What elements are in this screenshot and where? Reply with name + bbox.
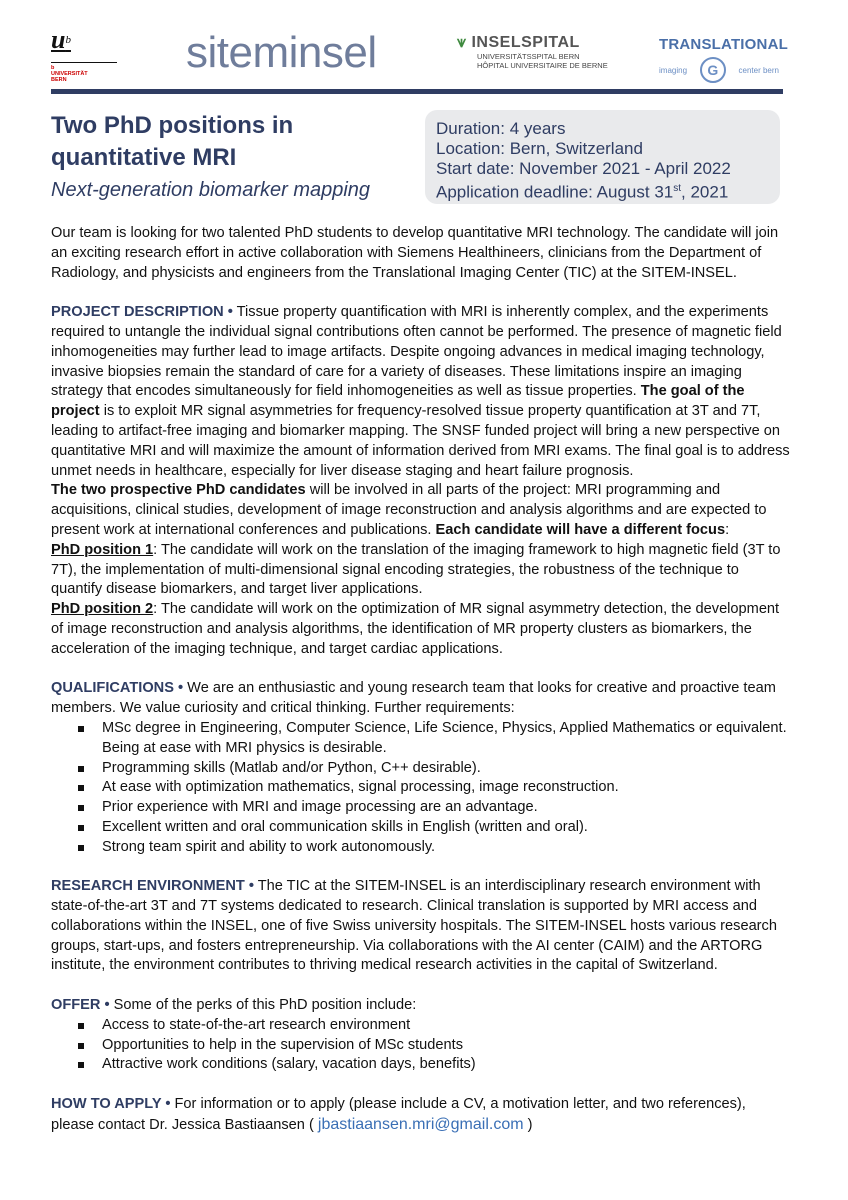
tic-g-icon: G [700,57,726,83]
research-environment: RESEARCH ENVIRONMENT • The TIC at the SITEM-INSEL is an interdisciplinary research environment with state-of-the-art 3T and 7T systems dedicated to research. Clinical translation is supported by MRI access and collaborations within the INSEL, one of five Swiss university hospitals. The SITEM-INSEL hosts various research groups, start-ups, and fosters entrepreneurship. Via collaborations with the AI center (CAIM) and the ARTORG institute, the environment contributes to thriving medical research activities in the capital of Switzerland. [51,878,777,974]
project-description: PROJECT DESCRIPTION • Tissue property quantification with MRI is inherently complex, and the experiments required to untangle the individual signal contributions often cannot be performed. The presence of magnetic field inhomogeneities may further lead to image artifacts. Despite ongoing advances in medical imaging technology, invasive biopsies remain the standard of care for a variety of diseases. These limitations inspire an imaging strategy that encodes simultaneously for field inhomogeneities as well as tissue properties. The goal of the project is to exploit MR signal asymmetries for frequency-resolved tissue property quantification at 3T and 7T, leading to artifact-free imaging and biomarker mapping. The SNSF funded project will bring a new perspective on quantitative MRI and will maximize the amount of information derived from MRI exams. The final goal is to address unmet needs in healthcare, especially for liver disease staging and heart failure prognosis. [51,304,790,479]
unibe-sup: b [65,34,71,46]
environment-heading: RESEARCH ENVIRONMENT • [51,878,254,895]
intro-paragraph: Our team is looking for two talented PhD students to develop quantitative MRI technology. The candidate will join an exciting research effort in active collaboration with Siemens Healthineers, clinicians from the Department of Radiology, and physicists and engineers from the Translational Imaging Center (TIC) at the SITEM-INSEL. [51,225,779,281]
inselspital-logo [457,34,608,70]
sitem-insel-logo: siteminsel [186,28,377,77]
unibe-sub-universitat: UNIVERSITÄT [51,71,88,77]
list-item: Strong team spirit and ability to work autonomously. [51,838,791,858]
project-heading: PROJECT DESCRIPTION • [51,304,233,321]
position-info-box [425,110,780,204]
list-item: Programming skills (Matlab and/or Python, C++ desirable). [51,759,791,779]
apply-heading: HOW TO APPLY • [51,1096,171,1113]
university-bern-logo [51,25,121,83]
list-item: Prior experience with MRI and image processing are an advantage. [51,798,791,818]
email-link[interactable]: jbastiaansen.mri@gmail.com [317,1115,524,1133]
unibe-mark: u [51,25,66,54]
info-deadline: Application deadline: August 31st, 2021 [436,182,729,202]
translational-imaging-logo [659,36,788,83]
project-candidates: The two prospective PhD candidates will be involved in all parts of the project: MRI programming and acquisitions, clinical studies, development of image reconstruction and analysis algorithms and are expected to present work at international conferences and publications. Each candidate will have a different focus: [51,482,767,538]
qualifications-list [51,719,791,858]
info-location: Location: Bern, Switzerland [436,139,643,158]
phd-position-1: PhD position 1: The candidate will work on the translation of the imaging framework to high magnetic field (3T to 7T), the implementation of multi-dimensional signal encoding strategies, the robustness of the technique to quantify disease biomarkers, and target liver applications. [51,541,781,598]
insel-sub-2: HÔPITAL UNIVERSITAIRE DE BERNE [477,61,608,70]
list-item: Excellent written and oral communication skills in English (written and oral). [51,818,791,838]
offer-list [51,1016,791,1075]
info-duration: Duration: 4 years [436,119,566,138]
unibe-sub-bern: BERN [51,77,67,83]
page-title: Two PhD positions in quantitative MRI [51,112,294,171]
tic-sub-right: center bern [738,65,779,75]
tic-name: TRANSLATIONAL [659,36,788,53]
insel-mark-icon: ⩛ [457,34,467,51]
list-item: Attractive work conditions (salary, vacation days, benefits) [51,1055,791,1075]
list-item: Access to state-of-the-art research environment [51,1016,791,1036]
document-body [51,224,791,1136]
qualifications-heading: QUALIFICATIONS • [51,680,184,697]
list-item: Opportunities to help in the supervision of MSc students [51,1036,791,1056]
tic-sub-left: imaging [659,65,688,75]
list-item: At ease with optimization mathematics, signal processing, image reconstruction. [51,778,791,798]
info-start-date: Start date: November 2021 - April 2022 [436,159,731,178]
header-divider [51,89,783,94]
how-to-apply: HOW TO APPLY • For information or to apply (please include a CV, a motivation letter, and two references), please contact Dr. Jessica Bastiaansen ( jbastiaansen.mri@gmail.com ) [51,1096,746,1133]
qualifications: QUALIFICATIONS • We are an enthusiastic and young research team that looks for creative and proactive team members. We value curiosity and critical thinking. Further requirements: [51,680,776,717]
list-item: MSc degree in Engineering, Computer Science, Life Science, Physics, Applied Mathematics or equivalent. Being at ease with MRI physics is desirable. [51,719,791,759]
unibe-divider [51,62,117,63]
page-subtitle: Next-generation biomarker mapping [51,179,371,201]
offer-heading: OFFER • [51,997,110,1014]
insel-sub-1: UNIVERSITÄTSSPITAL BERN [477,52,580,61]
offer: OFFER • Some of the perks of this PhD position include: [51,997,417,1014]
insel-name: INSELSPITAL [471,34,580,51]
phd-position-2: PhD position 2: The candidate will work on the optimization of MR signal asymmetry detection, the development of image reconstruction and analysis algorithms, the identification of MR property clusters as biomarkers, the acceleration of the imaging technique, and target cardiac applications. [51,601,780,657]
unibe-sub-b: b [51,65,55,71]
